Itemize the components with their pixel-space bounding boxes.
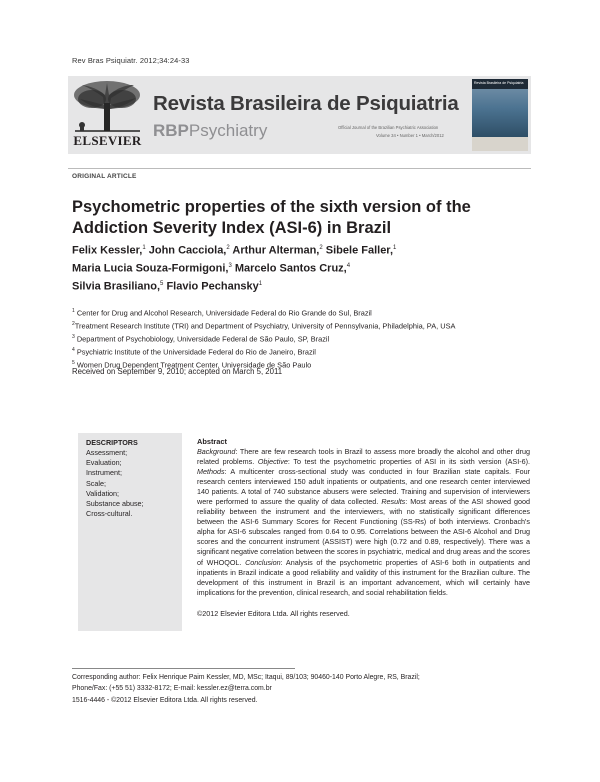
author-affiliation-mark: 3 <box>228 263 232 270</box>
descriptor-item: Validation; <box>86 488 120 498</box>
author-name: Maria Lucia Souza-Formigoni, <box>72 262 229 275</box>
title-line-1: Psychometric properties of the sixth version of the <box>72 198 471 216</box>
abstract-copyright: ©2012 Elsevier Editora Ltda. All rights reserved. <box>197 609 350 618</box>
descriptor-item: Evaluation; <box>86 458 122 468</box>
author-list <box>72 241 532 295</box>
affiliation-item <box>72 319 542 332</box>
results-text: : Most areas of the ASI showed good reliability between the instrument and the interviewers, with no statistically significant differences between the ASI-6 Summary Scores for Recent Functioning (SS-Rs) of both interviews. Cronbach's alpha for ASI-6 subscales ranged from 0.64 to 0.95. Correlations between the ASI-6 Alcohol and Drug scores and the concurrent instrument (ASSIST) were high (0.72 and 0.89, respectively). There was a significant negative correlation between the scores in psychiatric, medical and drug areas and the scores of WHOQOL. <box>197 497 530 567</box>
descriptor-item: Cross-cultural. <box>86 509 133 519</box>
affiliation-number: 2 <box>72 320 75 327</box>
rbp-abbrev: RBP <box>153 121 189 140</box>
corresponding-author <box>72 673 542 694</box>
header-divider <box>68 168 531 169</box>
affiliation-text: Department of Psychobiology, Universidade Federal de São Paulo, SP, Brazil <box>76 334 330 344</box>
author-name: Marcelo Santos Cruz, <box>234 262 347 275</box>
publisher-name: ELSEVIER <box>73 133 142 148</box>
affiliation-text: Women Drug Dependent Treatment Center, Universidade de São Paulo <box>76 359 312 369</box>
author-line-1 <box>72 241 532 259</box>
journal-title: Revista Brasileira de Psiquiatria <box>153 92 459 115</box>
author-name: Felix Kessler, <box>72 244 143 257</box>
author-affiliation-mark: 1 <box>258 281 263 288</box>
affiliations <box>72 306 542 370</box>
author-name: Arthur Alterman, <box>232 244 320 257</box>
received-accepted-dates: Received on September 9, 2010; accepted on March 5, 2011 <box>72 367 283 376</box>
background-text: : There are few research tools in Brazil to assess more broadly the alcohol and other drug related problems. <box>197 447 530 467</box>
affiliation-text: Psychiatric Institute of the Universidade Federal do Rio de Janeiro, Brazil <box>76 347 316 357</box>
objective-label: Objective <box>257 457 288 467</box>
author-affiliation-mark: 2 <box>226 245 230 251</box>
tree-illustration <box>70 79 145 133</box>
author-affiliation-mark: 1 <box>142 245 146 251</box>
abstract-body <box>197 447 530 598</box>
descriptors-list <box>86 448 144 519</box>
rbp-psychiatry: Psychiatry <box>188 121 268 140</box>
affiliation-number: 3 <box>72 333 75 340</box>
author-name: Sibele Faller, <box>325 244 394 257</box>
descriptor-item: Scale; <box>86 478 106 488</box>
official-journal-line: Official Journal of the Brazilian Psychiatric Association <box>338 125 439 130</box>
cover-title: Revista Brasileira de Psiquiatria <box>474 81 524 85</box>
affiliation-text: Treatment Research Institute (TRI) and Department of Psychiatry, University of Pennsylvania, Philadelphia, PA, USA <box>74 321 456 331</box>
author-affiliation-mark: 1 <box>393 245 397 251</box>
article-title <box>72 197 532 239</box>
affiliation-number: 1 <box>72 308 75 314</box>
descriptor-item: Assessment; <box>86 448 128 457</box>
author-affiliation-mark: 4 <box>346 263 351 270</box>
results-label: Results <box>381 497 406 507</box>
affiliation-item <box>72 332 542 345</box>
journal-cover-thumbnail <box>472 79 528 151</box>
methods-label: Methods <box>197 467 225 477</box>
conclusion-text: : Analysis of the psychometric properties of ASI-6 both in outpatients and inpatients in Brazil indicate a good reliability and validity of this instrument for the Brazilian culture. The development of this instrument in Brazil is an important advancement, which will certainly have implications for the prevention, clinical research, and social rehabilitation fields. <box>197 557 530 597</box>
corresponding-line-1: Corresponding author: Felix Henrique Paim Kessler, MD, MSc; Itaqui, 89/103; 90460-140 Porto Alegre, RS, Brazil; <box>72 674 420 681</box>
title-line-2: Addiction Severity Index (ASI-6) in Brazil <box>72 219 392 237</box>
volume-info: Volume 34 • Number 1 • March/2012 <box>376 133 444 138</box>
abstract-heading: Abstract <box>197 437 227 446</box>
author-name: John Cacciola, <box>148 244 227 257</box>
corresponding-line-2: Phone/Fax: (+55 51) 3332-8172; E-mail: kessler.ez@terra.com.br <box>72 684 272 692</box>
conclusion-label: Conclusion <box>245 557 281 567</box>
descriptors-heading: DESCRIPTORS <box>86 438 138 447</box>
cover-image <box>472 89 528 137</box>
descriptor-item: Instrument; <box>86 468 122 478</box>
affiliation-item <box>72 306 542 319</box>
cover-footer <box>472 137 528 151</box>
affiliation-number: 5 <box>72 359 75 366</box>
author-affiliation-mark: 5 <box>160 281 164 288</box>
background-label: Background <box>197 447 236 456</box>
affiliation-text: Center for Drug and Alcohol Research, Universidade Federal do Rio Grande do Sul, Brazil <box>76 308 372 318</box>
affiliation-number: 4 <box>72 346 75 353</box>
journal-subtitle <box>153 121 267 141</box>
author-name: Flavio Pechansky <box>166 280 259 293</box>
author-affiliation-mark: 2 <box>319 245 323 251</box>
affiliation-item <box>72 345 542 358</box>
footnote-divider <box>72 668 295 669</box>
issn-copyright: 1516-4446 - ©2012 Elsevier Editora Ltda. All rights reserved. <box>72 697 258 704</box>
author-line-3 <box>72 277 532 295</box>
author-name: Silvia Brasiliano, <box>72 280 161 293</box>
article-type: ORIGINAL ARTICLE <box>72 173 137 180</box>
author-line-2 <box>72 259 532 277</box>
objective-text: : To test the psychometric properties of ASI in its sixth version (ASI-6). <box>287 457 530 467</box>
methods-text: : A multicenter cross-sectional study was conducted in four Brazilian state capitals. Four research centers interviewed 150 adult inpatients or outpatients, and one research center interviewed 140 patients. A total of 740 substance abusers were selected. Training and supervision of interviewers were performed to assure the quality of data collected. <box>197 467 530 507</box>
descriptor-item: Substance abuse; <box>86 499 144 509</box>
journal-citation: Rev Bras Psiquiatr. 2012;34:24-33 <box>72 56 190 65</box>
